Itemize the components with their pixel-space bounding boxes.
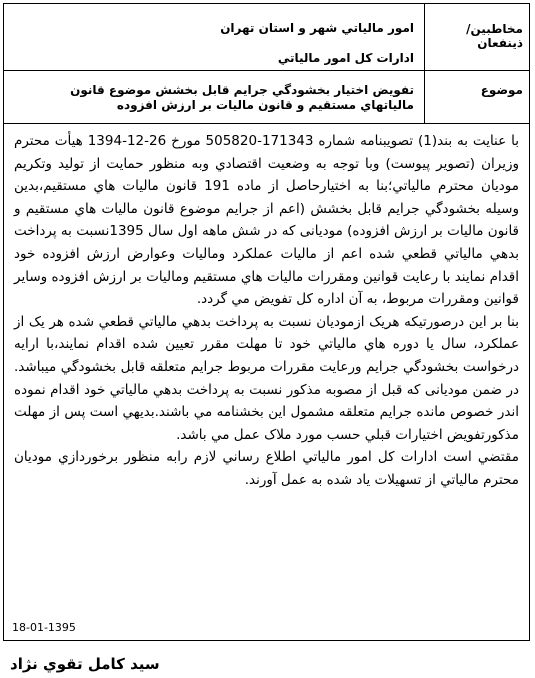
subject-text: تفويض اختيار بخشودگي جرايم قابل بخشش موضوع قانون مالياتهاي مستقيم و قانون ماليات بر ارزش افزوده <box>70 83 414 112</box>
body-paragraph-3: مقتضي است ادارات كل امور مالياتي اطلاع رساني لازم رابه منظور برخوردازي موديان محترم مالياتي از تسهيلات ياد شده به عمل آورند. <box>14 449 519 488</box>
signature-name: سيد كامل تقوي نژاد <box>10 655 160 673</box>
recipients-label: مخاطبين/ذينفعان <box>424 4 529 70</box>
letter-body <box>4 124 529 492</box>
body-paragraph-1: با عنايت به بند(1) تصويبنامه شماره 171343-505820 مورخ 26-12-1394 هيأت محترم وزيران (تصوير پيوست) وبا توجه به وضعيت اقتصادي وبه منظور حمايت از توليد وتكريم موديان محترم مالياتي؛بنا به اختيارحاصل از ماده 191 قانون ماليات هاي مستقيم،بدين وسيله بخشودگي جرايم قابل بخشش (اعم از جرايم موضوع قانون ماليات هاي مستقيم و قانون ماليات بر ارزش افزوده) موديانى كه در شش ماهه اول سال 1395نسبت به پرداخت بدهي مالياتي قطعي شده اعم از ماليات عملكرد وماليات وعوارض ارزش افزوده خود اقدام نمايند با رعايت قوانين ومقررات ماليات هاي مستقيم وماليات بر ارزش افزوده وساير قوانين ومقررات مربوط، به آن اداره كل تفويض مي گردد. <box>14 133 520 308</box>
letter-date: 18-01-1395 <box>12 621 76 634</box>
recipients-row <box>4 4 529 71</box>
recipients-line-2: ادارات كل امور مالياتي <box>277 51 414 65</box>
subject-row <box>4 71 529 124</box>
recipients-line-1: امور مالياتي شهر و استان تهران <box>220 21 414 35</box>
recipients-value <box>4 4 424 70</box>
body-paragraph-2: بنا بر اين درصورتيكه هريک ازموديان نسبت به پرداخت بدهي مالياتي قطعي شده هر يک از عملكرد، سال يا دوره هاي مالياتي خود تا مهلت مقرر تعيين شده اقدام نمايند،با ارايه درخواست بخشودگي جرايم ورعايت مقررات مربوط جرايم متعلقه قابل بخشودگي ميباشد. در ضمن موديانى كه قبل از مصوبه مذكور نسبت به پرداخت بدهي مالياتي خود اقدام نموده اندر خصوص مانده جرايم متعلقه مشمول اين بخشنامه مي باشند.بديهي است پس از مهلت مذكورتفويض اختيارات قبلي حسب مورد ملاک عمل مي باشد. <box>14 313 519 443</box>
document-frame <box>3 3 530 641</box>
subject-label: موضوع <box>424 71 529 123</box>
